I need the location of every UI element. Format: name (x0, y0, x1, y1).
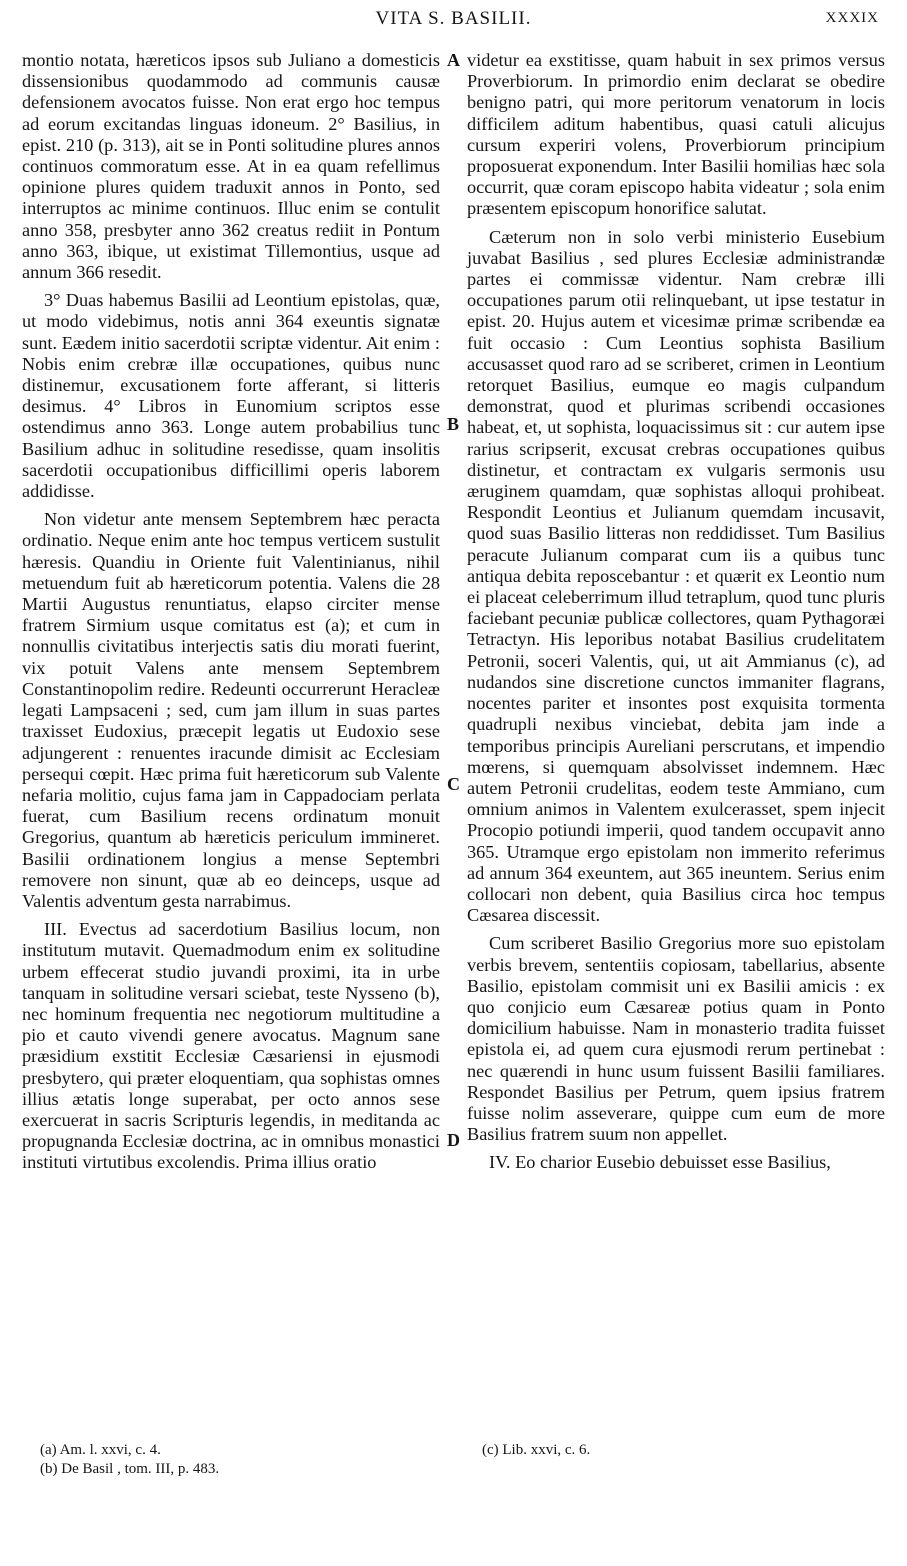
paragraph: 3° Duas habemus Basilii ad Leontium epistolas, quæ, ut modo videbimus, notis anni 364 exeuntis signatæ sunt. Eædem initio sacerdotii scriptæ videntur. Ait enim : Nobis enim crebræ illæ occupationes, quibus nunc distinemur, excusationem forte afferant, si litteris desimus. 4° Libros in Eunomium scriptos esse ostendimus anno 363. Longe autem probabilius tunc Basilium adhuc in solitudine resedisse, quam insolitis sacerdotii occupationibus difficillimi operis laborem addidisse. (22, 290, 440, 502)
paragraph: videtur ea exstitisse, quam habuit in sex primos versus Proverbiorum. In primordio enim declarat se obedire benigno patri, qui more peritorum venatorum in locis difficilem aditum habentibus, quasi catuli alicujus cursum experiri volens, Proverbiorum principium proposuerat exponendum. Inter Basilii homilias hæc sola occurrit, quæ coram episcopo habita videatur ; sola enim præsentem episcopum honorifice salutat. (467, 50, 885, 219)
footnotes-right (482, 1441, 862, 1460)
paragraph: Cæterum non in solo verbi ministerio Eusebium juvabat Basilius , sed plures Ecclesiæ administrandæ partes ei commissæ videntur. Nam crebræ illi occupationes parum otii relinquebant, ut ipse testatur in epist. 20. Hujus autem et vicesimæ primæ scribendæ ea fuit occasio : Cum Leontius sophista Basilium accusasset quod raro ad se scriberet, crimen in Leontium retorquet Basilius, eumque eo magis culpandum demonstrat, quod et plurimas scribendi occasiones habeat, et, ut sophista, loquacissimus sit : cur autem ipse rarius scripserit, excusat crebras occupationes quibus distinetur, et contractam ex vulgaris sermonis usu æruginem quamdam, quæ sophistas alloqui prohibeat. Respondit Leontius et Julianum quemdam incusavit, quod suas Basilio litteras non reddidisset. Tum Basilius peracute Julianum comparat cum iis a quibus tunc antiqua debita reposcebantur : et quærit ex Leontio num ei placeat celeberrimum illud tetraplum, quod tunc pluris faciebant pecuniæ publicæ collectores, quam Pythagoræi Tetractyn. His leporibus notabat Basilius crudelitatem Petronii, soceri Valentis, qui, ut ait Ammianus (c), ad nudandos sine discretione cunctos immaniter flagrans, nocentes pariter et insontes post exquisita tormenta quadrupli nexibus vinciebat, debita jam inde a temporibus principis Aureliani perscrutans, et impendio mœrens, si quemquam absolvisset indemnem. Hæc autem Petronii crudelitas, eodem teste Ammiano, cum omnium animos in Valentem exulcerasset, spem injecit Procopio potiundi imperii, quod tandem occupavit anno 365. Utramque ergo epistolam non immerito referimus ad annum 364 exeuntem, aut 365 ineuntem. Serius enim collocari non debent, quia Basilius circa hoc tempus Cæsarea discessit. (467, 226, 885, 926)
paragraph: montio notata, hæreticos ipsos sub Juliano a domesticis dissensionibus quodammodo ad communis causæ defensionem avocatos fuisse. Non erat ergo hoc tempus ad eorum excitandas linguas idoneum. 2° Basilius, in epist. 210 (p. 313), ait se in Ponti solitudine plures annos continuos commoratum esse. At in ea quam refellimus opinione plures quidem traduxit annos in Ponto, sed interruptos ac minime continuos. Illuc enim se contulit anno 358, presbyter anno 362 creatus rediit in Pontum anno 363, ibique, ut existimat Tillemontius, usque ad annum 366 resedit. (22, 50, 440, 283)
paragraph: Non videtur ante mensem Septembrem hæc peracta ordinatio. Neque enim ante hoc tempus verticem sustulit hæresis. Quandiu in Oriente fuit Valentinianus, nihil metuendum fuit ab hæreticorum potentia. Valens die 28 Martii Augustus renuntiatus, elapso circiter mense fratrem Sirmium usque comitatus est (a); et cum in nonnullis civitatibus interjectis satis diu morati fuerint, vix potuit Valens ante mensem Septembrem Constantinopolim redire. Redeunti occurrerunt Heracleæ legati Lampsaceni ; sed, cum jam illum in suas partes traxisset Eudoxius, præcepit legatis ut Eudoxio sese adjungerent : renuentes iracunde dimisit ac Ecclesiam persequi cœpit. Hæc prima fuit hæreticorum sub Valente nefaria molitio, cujus fama jam in Cappadociam perlata fuerat, cum Basilium recens ordinatum monuit Gregorius, quantum ab hæreticis periculum immineret. Basilii ordinationem longius a mense Septembri removere non sinunt, quæ ab eo deinceps, usque ad Valentis adventum gesta narrabimus. (22, 509, 440, 911)
margin-letter-c: C (447, 774, 460, 794)
footnotes-left (40, 1441, 420, 1479)
margin-letter-d: D (447, 1130, 460, 1150)
paragraph: Cum scriberet Basilio Gregorius more suo epistolam verbis brevem, sententiis copiosam, tabellarius, absente Basilio, epistolam commisit uni ex Basilii amicis : ex quo conjicio eum Cæsareæ potius quam in Ponto domicilium habuisse. Nam in monasterio tradita fuisset epistola ei, ad quem cura ejusmodi rerum pertinebat : nec quærendi in hunc usum fuissent Basilii familiares. Respondet Basilius per Petrum, quem ipsius fratrem fuisse nolim asseverare, quippe cum eum de more Basilius fratrem suum non appellet. (467, 933, 885, 1145)
paragraph: IV. Eo charior Eusebio debuisset esse Basilius, (489, 1152, 831, 1173)
footnote: (c) Lib. xxvi, c. 6. (482, 1442, 591, 1458)
margin-letter-b: B (447, 414, 460, 434)
margin-letter-a: A (447, 50, 460, 70)
footnote: (b) De Basil , tom. III, p. 483. (40, 1461, 220, 1477)
right-column (467, 50, 885, 1181)
left-column (22, 50, 440, 1181)
page-number: XXXIX (825, 10, 879, 26)
footnote: (a) Am. l. xxvi, c. 4. (40, 1442, 161, 1458)
page-header (0, 6, 907, 34)
paragraph: III. Evectus ad sacerdotium Basilius locum, non institutum mutavit. Quemadmodum enim ex solitudine urbem effecerat studio juvandi proximi, ita in urbe tanquam in solitudine versari sciebat, teste Nysseno (b), nec hominum frequentia nec negotiorum multitudine a pio et cauto vivendi genere avocatus. Magnum sane præsidium exstitit Ecclesiæ Cæsariensi in ejusmodi presbytero, qui præter eloquentiam, qua sophistas omnes illius ætatis longe superabat, per octo annos sese exercuerat in sacris Scripturis legendis, in meditanda ac propugnanda Ecclesiæ doctrina, ac in omnibus monastici instituti virtutibus excolendis. Prima illius oratio (22, 919, 440, 1173)
running-title: VITA S. BASILII. (375, 8, 532, 29)
